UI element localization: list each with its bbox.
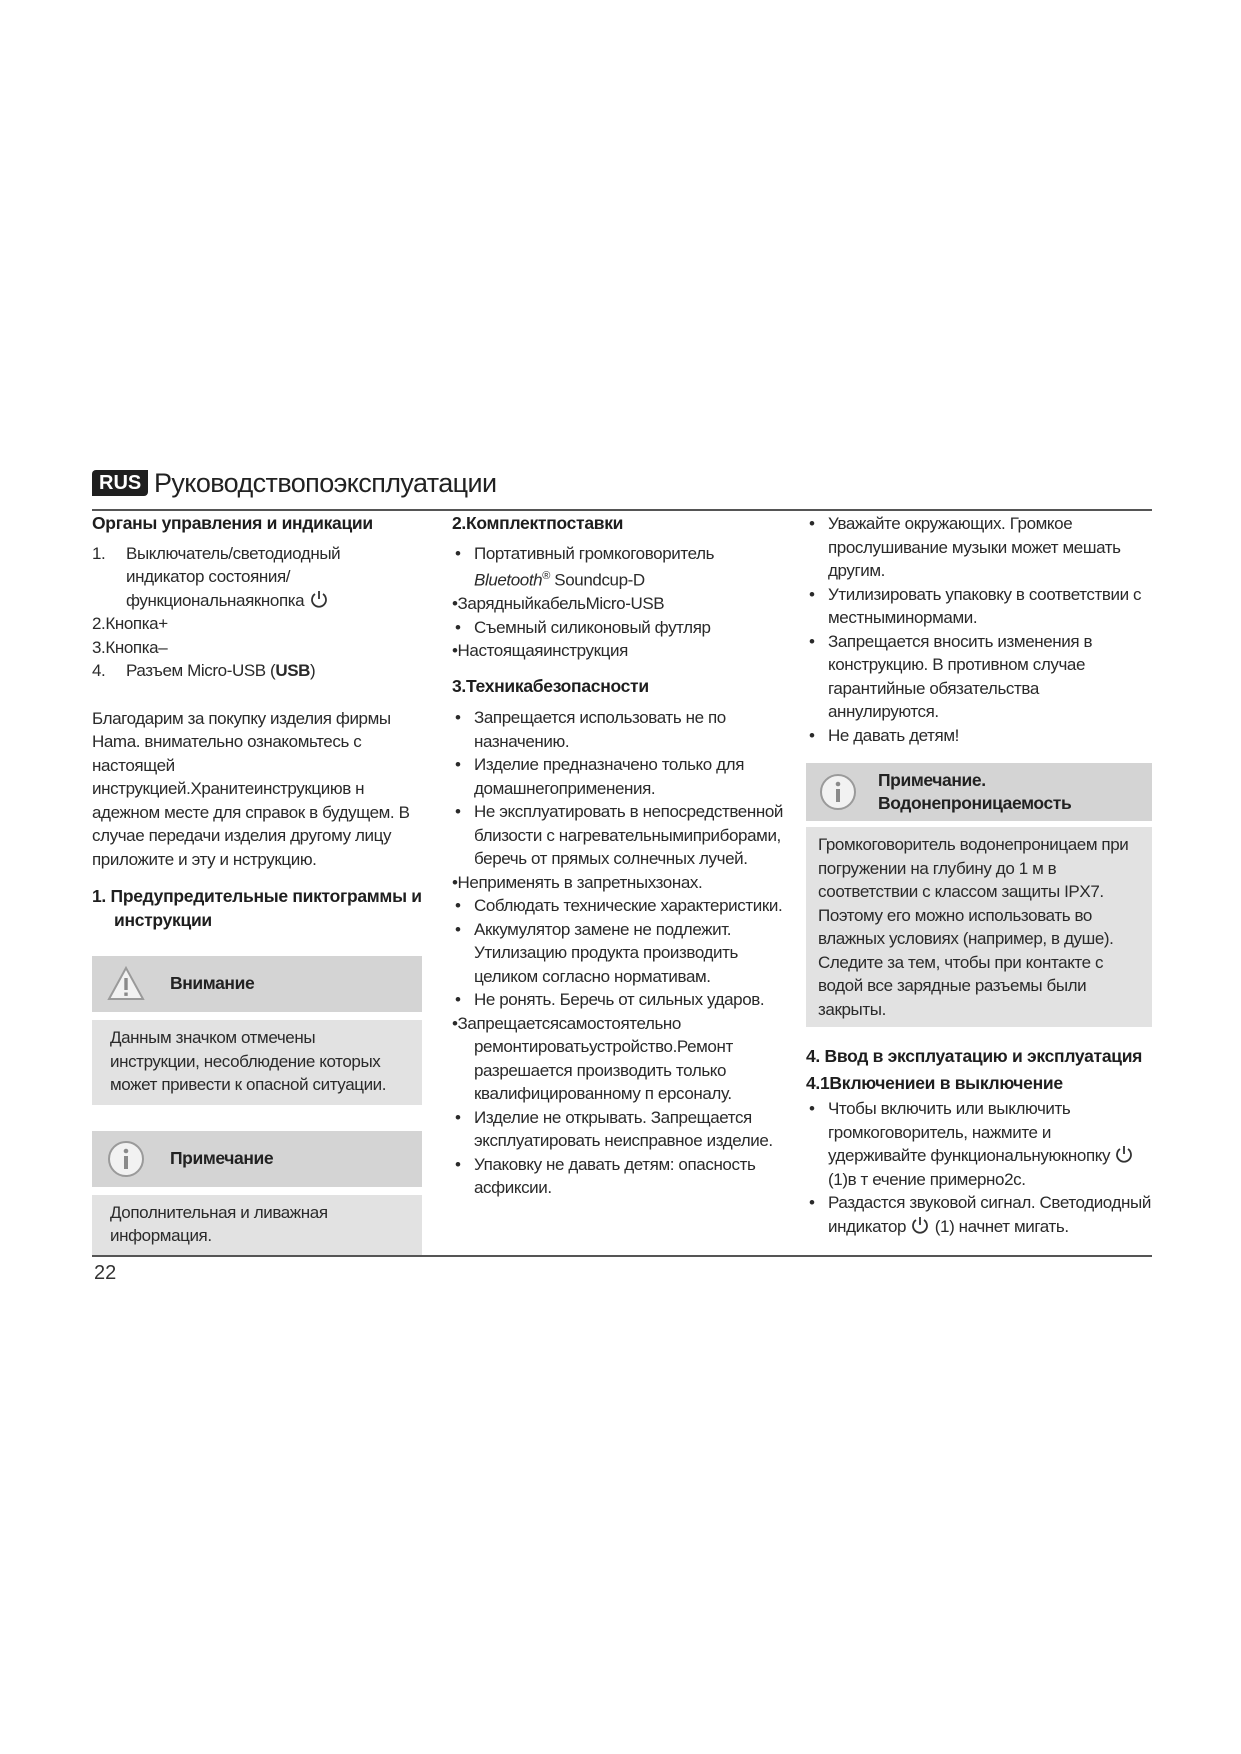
safety-list xyxy=(452,706,792,1200)
page-number: 22 xyxy=(94,1262,117,1284)
list-item: •Запрещаетсясамостоятельно ремонтироватьустройство.Ремонт разрешается производить только квалифицированному п ерсоналу. xyxy=(452,1013,733,1104)
warning-label: Внимание xyxy=(170,973,255,994)
top-divider xyxy=(92,509,1152,511)
warning-icon xyxy=(106,964,146,1004)
list-item: • Не эксплуатировать в непосредственной близости с нагревательнымиприборами, беречь от прямых солнечных лучей. xyxy=(452,800,792,871)
section2-heading: 2.Комплектпоставки xyxy=(452,513,624,533)
power-icon xyxy=(1114,1144,1134,1164)
section41-heading: 4.1Включениеи в выключение xyxy=(806,1072,1063,1093)
list-item: • Изделие не открывать. Запрещается эксплуатировать неисправное изделие. xyxy=(452,1106,792,1153)
list-item: • Соблюдать технические характеристики. xyxy=(452,894,792,918)
section3-heading: 3.Техникабезопасности xyxy=(452,675,649,696)
note-text: Дополнительная и ливажная информация. xyxy=(110,1202,328,1245)
note-label: Примечание xyxy=(170,1147,274,1168)
list-item: 2.Кнопка+ xyxy=(92,614,168,633)
controls-heading: Органы управления и индикации xyxy=(92,513,373,533)
document-header xyxy=(92,466,1152,512)
note-box-header xyxy=(92,1131,422,1187)
controls-list xyxy=(92,542,422,683)
list-item: • Не ронять. Беречь от сильных ударов. xyxy=(452,988,792,1012)
list-item: • Запрещается вносить изменения в конструкцию. В противном случае гарантийные обязательства аннулируются. xyxy=(806,630,1152,724)
list-item: 4. Разъем Micro-USB (USB) xyxy=(92,661,316,680)
intro-paragraph: Благодарим за покупку изделия фирмы Hama. внимательно ознакомьтесь с настоящей инструкцией.Хранитеинструкциюв н адежном месте для справок в будущем. В случае передачи изделия другому лицу приложите и эту и нструкцию. xyxy=(92,708,410,869)
section1-heading: 1. Предупредительные пиктограммы и инструкции xyxy=(92,886,422,930)
waterproof-note-text: Громкоговоритель водонепроницаем при погружении на глубину до 1 м в соответствии с классом защиты IPX7. Поэтому его можно использовать во влажных условиях (например, в душе). Следите за тем, чтобы при контакте с водой все зарядные разъемы были закрыты. xyxy=(818,835,1129,1019)
safety-list-continued xyxy=(806,512,1152,747)
power-icon xyxy=(309,589,329,609)
list-item: • Упаковку не давать детям: опасность асфиксии. xyxy=(452,1153,792,1200)
waterproof-note-header xyxy=(806,763,1152,821)
note-box-body xyxy=(92,1195,422,1256)
list-item: 1. Выключатель/светодиодный индикатор состояния/функциональнаякнопка xyxy=(92,543,341,610)
waterproof-note-body xyxy=(806,827,1152,1027)
list-item: • Утилизировать упаковку в соответствии с местныминормами. xyxy=(806,583,1152,630)
warning-text: Данным значком отмечены инструкции, несоблюдение которых может привести к опасной ситуации. xyxy=(110,1028,387,1094)
language-badge: RUS xyxy=(92,470,148,496)
list-item: •Неприменять в запретныхзонах. xyxy=(452,872,703,892)
column-left xyxy=(92,512,422,1256)
list-item: • Не давать детям! xyxy=(806,724,1152,748)
list-item: • Раздастся звуковой сигнал. Светодиодный индикатор (1) начнет мигать. xyxy=(806,1191,1152,1238)
section4-heading: 4. Ввод в эксплуатацию и эксплуатация xyxy=(806,1046,1143,1066)
contents-list xyxy=(452,542,792,663)
list-item: • Аккумулятор замене не подлежит. Утилизацию продукта производить целиком согласно нормативам. xyxy=(452,918,792,989)
list-item: •ЗарядныйкабельMicro-USB xyxy=(452,594,665,614)
warning-box-header xyxy=(92,956,422,1012)
bottom-divider xyxy=(92,1255,1152,1257)
info-icon xyxy=(106,1139,146,1179)
document-title: Руководствопоэксплуатации xyxy=(154,468,497,498)
list-item: • Портативный громкоговоритель Bluetooth® Soundcup-D xyxy=(452,542,792,593)
list-item: •Настоящаяинструкция xyxy=(452,641,628,661)
list-item: 3.Кнопка– xyxy=(92,637,168,657)
list-item: • Изделие предназначено только для домашнегоприменения. xyxy=(452,753,792,800)
waterproof-note-title: Примечание. Водонепроницаемость xyxy=(878,770,1072,813)
column-middle xyxy=(452,512,792,1200)
list-item: • Чтобы включить или выключить громкоговоритель, нажмите и удерживайте функциональнуюкнопку (1)в т ечение примерно2с. xyxy=(806,1097,1152,1191)
list-item: • Запрещается использовать не по назначению. xyxy=(452,706,792,753)
list-item: • Уважайте окружающих. Громкое прослушивание музыки может мешать другим. xyxy=(806,512,1152,583)
column-right xyxy=(806,512,1152,1238)
power-icon xyxy=(910,1215,930,1235)
info-icon xyxy=(818,772,858,812)
power-steps-list xyxy=(806,1097,1152,1238)
list-item: • Съемный силиконовый футляр xyxy=(452,616,792,640)
warning-box-body xyxy=(92,1020,422,1105)
